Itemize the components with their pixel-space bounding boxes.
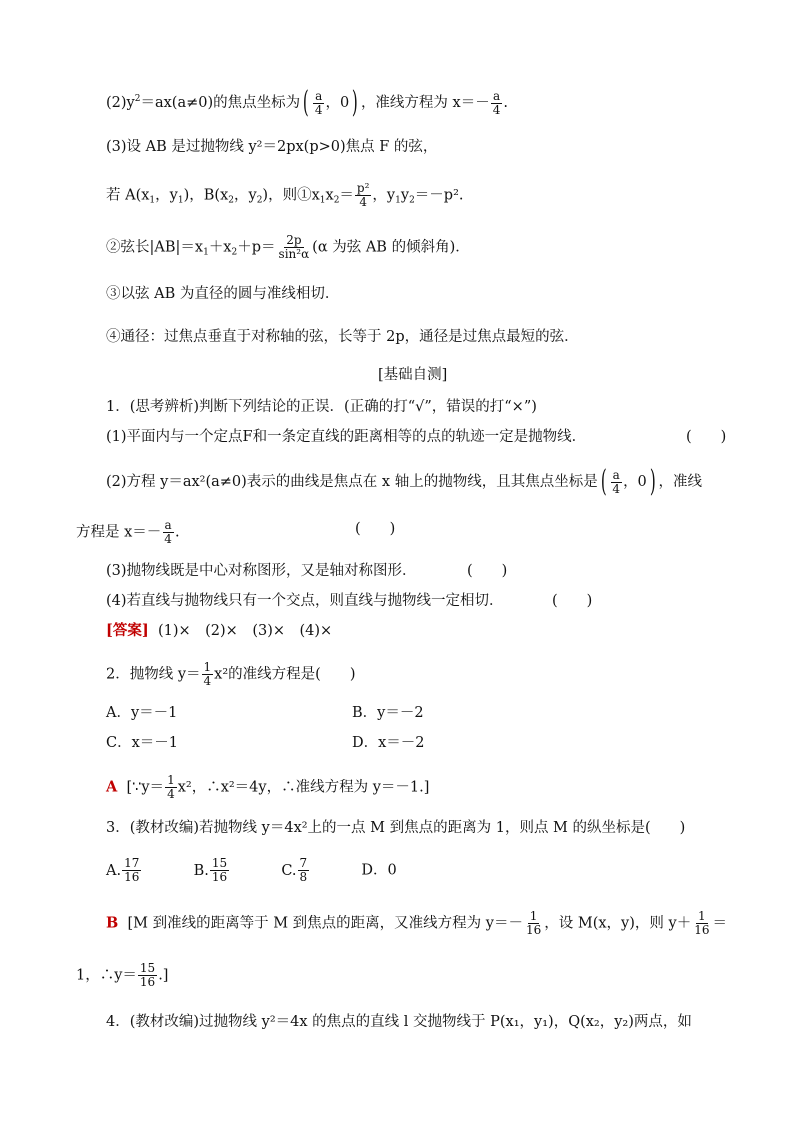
question-2-stem: 2．抛物线 y＝ $\frac{1}{4}$ x²的准线方程是( ) [106, 660, 356, 688]
fraction: $\frac{a}{4}$ [164, 518, 172, 546]
answer-blank: ( ) [552, 593, 593, 609]
option-b: B. $\frac{15}{16}$ [193, 856, 228, 884]
chord-length-line: ②弦长$|AB|=x_1+x_2+p=$ $\frac{2p}{\text{sin²α}}$ (α 为弦 AB 的倾斜角)． [106, 233, 470, 261]
answer-blank: ( ) [355, 521, 396, 537]
question-1-answer: [答案] (1)× (2)× (3)× (4)× [106, 622, 333, 639]
answer-blank: ( ) [686, 429, 727, 445]
latus-rectum-line: ④通径：过焦点垂直于对称轴的弦，长等于 2p，通径是过焦点最短的弦． [106, 329, 579, 345]
question-1-item-2-cont: 方程是 x＝－ $\frac{a}{4}$ . [76, 518, 180, 546]
section-title: [基础自测] [378, 367, 448, 383]
fraction: $\frac{17}{16}$ [124, 856, 140, 884]
question-2-solution: A [∵y＝ $\frac{1}{4}$ x²，∴x²＝4y，∴准线方程为 y＝－1.] [106, 773, 430, 801]
fraction: $\frac{a}{4}$ [612, 467, 621, 496]
fraction: $\frac{1}{4}$ [203, 660, 212, 688]
chord-property-line: 若 $A(x_1$，$y_1$)，$B(x_2$，$y_2$)，则$①x_1x_2=$ $\frac{\text{p²}}{4}$ ，$y_1y_2=-p^2$. [106, 181, 464, 209]
option-a: A．y＝－1 [106, 705, 178, 721]
question-1-item-2: (2)方程 y＝ax²(a≠0)表示的曲线是焦点在 x 轴上的抛物线，且其焦点坐标是( $\frac{a}{4}$ ，0) ，准线 [106, 464, 703, 499]
question-1-item-3: (3)抛物线既是中心对称图形，又是轴对称图形． [106, 563, 417, 579]
fraction: $\frac{\text{p²}}{4}$ [356, 181, 370, 209]
fraction: $\frac{1}{16}$ [525, 909, 542, 937]
fraction: $\frac{15}{16}$ [211, 856, 228, 884]
question-1-stem: 1．(思考辨析)判断下列结论的正误．(正确的打“√”，错误的打“×”) [106, 399, 537, 415]
fraction: $\frac{1}{16}$ [694, 909, 710, 937]
chord-definition-line: (3)设 AB 是过抛物线 y²＝2px(p>0)焦点 F 的弦， [106, 139, 438, 155]
question-3-solution: B [M 到准线的距离等于 M 到焦点的距离，又准线方程为 y＝－ $\frac{1}{16}$ ，设 M(x，y)，则 y＋ $\frac{1}{16}$ ＝ [106, 909, 727, 937]
fraction: $\frac{1}{4}$ [167, 773, 175, 801]
option-c: C．x＝－1 [106, 735, 178, 751]
answer-blank: ( ) [467, 563, 508, 579]
option-d: D．x＝－2 [352, 735, 425, 751]
question-3-stem: 3．(教材改编)若抛物线 y＝4x²上的一点 M 到焦点的距离为 1，则点 M 的纵坐标是( ) [106, 820, 686, 836]
option-a: A. $\frac{17}{16}$ [106, 856, 140, 884]
fraction: $\frac{a}{4}$ [314, 88, 323, 117]
option-d: D．0 [361, 862, 397, 879]
question-1-item-4: (4)若直线与抛物线只有一个交点，则直线与抛物线一定相切． [106, 593, 504, 609]
question-4-stem: 4．(教材改编)过抛物线 y²＝4x 的焦点的直线 l 交抛物线于 P(x₁，y₁)，Q(x₂，y₂)两点，如 [106, 1014, 692, 1030]
fraction: $\frac{2p}{\text{sin²α}}$ [278, 233, 310, 261]
fraction: $\frac{7}{8}$ [299, 856, 308, 884]
option-c: C. $\frac{7}{8}$ [281, 856, 308, 884]
fraction: $\frac{a}{4}$ [492, 88, 501, 117]
question-3-options [106, 857, 397, 884]
fraction: $\frac{15}{16}$ [139, 961, 156, 989]
option-b: B．y＝－2 [352, 705, 424, 721]
question-3-solution-cont: 1，∴y＝ $\frac{15}{16}$ .] [76, 961, 169, 989]
question-1-item-1: (1)平面内与一个定点F和一条定直线的距离相等的点的轨迹一定是抛物线． [106, 429, 587, 445]
circle-tangent-line: ③以弦 AB 为直径的圆与准线相切． [106, 286, 340, 302]
focus-coordinate-line: $(2)y^2=ax(a\ne 0)$的焦点坐标为( $\frac{a}{4}$ ，0) ，准线方程为 x＝－ $\frac{a}{4}$ . [106, 85, 508, 120]
